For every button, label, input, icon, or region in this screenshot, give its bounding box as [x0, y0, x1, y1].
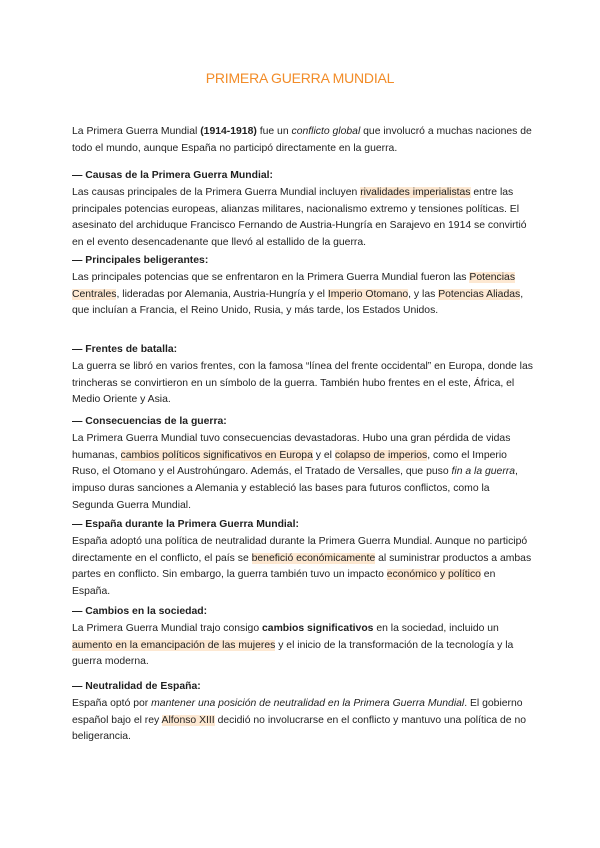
section-paragraph [72, 270, 534, 320]
section-beligerantes [72, 253, 534, 320]
italic-phrase: mantener una posición de neutralidad en la Primera Guerra Mundial [151, 697, 465, 709]
section-heading: — Neutralidad de España: [72, 681, 201, 692]
text-run: , impuso duras sanciones a Alemania y estableció las bases para futuros conflictos, como la Segunda Guerra Mundial. [72, 466, 518, 511]
section-neutralidad [72, 679, 534, 746]
highlight: económico y político [386, 569, 481, 581]
section-paragraph [72, 185, 534, 252]
section-paragraph [72, 621, 534, 671]
text-run: fue un [256, 126, 292, 137]
section-frentes [72, 342, 534, 409]
text-run: y el inicio de la transformación de la tecnología y la guerra moderna. [72, 639, 514, 668]
text-run: , lideradas por Alemania, Austria-Hungría y el [116, 288, 328, 300]
text-run: . El gobierno español bajo el rey [72, 697, 523, 726]
italic-phrase: conflicto global [291, 126, 361, 137]
section-heading: — Frentes de batalla: [72, 344, 178, 355]
section-sociedad [72, 604, 534, 671]
highlight: Alfonso XIII [161, 714, 215, 726]
page-title: PRIMERA GUERRA MUNDIAL [205, 70, 395, 86]
highlight: benefició económicamente [251, 552, 376, 564]
text-run: entre las principales potencias europeas, alianzas militares, nacionalismo extremo y tensiones políticas. El asesinato del archiduque Francisco Fernando de Austria-Hungría en Sarajevo en 1914 se convirtió en el evento desencadenante que llevó al estallido de la guerra. [72, 186, 527, 249]
bold-phrase: cambios significativos [262, 622, 374, 634]
text-run: España adoptó una política de neutralidad durante la Primera Guerra Mundial. Aunque no participó directamente en el conflicto, el país se [72, 535, 528, 564]
text-run: , como el Imperio Ruso, el Otomano y el Austrohúngaro. Además, el Tratado de Versalles, que puso [72, 449, 507, 478]
highlight: cambios políticos significativos en Europa [120, 449, 313, 461]
section-consecuencias [72, 414, 534, 515]
section-paragraph [72, 534, 534, 601]
text-run: decidió no involucrarse en el conflicto y mantuvo una política de no beligerancia. [72, 714, 527, 743]
text-run: La Primera Guerra Mundial trajo consigo [72, 622, 263, 634]
years-bold: (1914-1918) [200, 126, 257, 137]
italic-phrase: fin a la guerra [451, 466, 516, 478]
section-causas [72, 168, 534, 252]
highlight: Potencias Centrales [72, 271, 516, 300]
text-run: España optó por [72, 697, 152, 709]
text-run: La guerra se libró en varios frentes, con la famosa “línea del frente occidental” en Europa, donde las trincheras se convirtieron en un símbolo de la guerra. También hubo frentes en el este, África, el Medio Oriente y Asia. [72, 360, 533, 406]
section-espana [72, 517, 534, 601]
section-heading: — Principales beligerantes: [72, 255, 209, 266]
highlight: rivalidades imperialistas [360, 186, 471, 198]
section-heading: — España durante la Primera Guerra Mundial: [72, 519, 299, 530]
section-paragraph [72, 696, 534, 746]
text-run: La Primera Guerra Mundial [72, 126, 201, 137]
text-run: , y las [408, 288, 439, 300]
text-run: La Primera Guerra Mundial tuvo consecuencias devastadoras. Hubo una gran pérdida de vidas humanas, [72, 432, 511, 461]
text-run: y el [312, 449, 335, 461]
highlight: Potencias Aliadas [438, 288, 521, 300]
highlight: aumento en la emancipación de las mujeres [72, 639, 276, 651]
section-heading: — Cambios en la sociedad: [72, 606, 208, 617]
text-run: Las causas principales de la Primera Guerra Mundial incluyen [72, 186, 361, 198]
text-run: que involucró a muchas naciones de todo el mundo, aunque España no participó directamente en la guerra. [72, 126, 532, 154]
text-run: , que incluían a Francia, el Reino Unido, Rusia, y más tarde, los Estados Unidos. [72, 288, 524, 317]
section-heading: — Consecuencias de la guerra: [72, 416, 227, 427]
text-run: al suministrar productos a ambas partes en conflicto. Sin embargo, la guerra también tuvo un impacto [72, 552, 532, 581]
intro-paragraph [72, 124, 532, 158]
section-paragraph [72, 431, 534, 515]
section-paragraph [72, 359, 534, 409]
intro-section [72, 124, 532, 158]
text-run: en la sociedad, incluido un [373, 622, 499, 634]
highlight: colapso de imperios [334, 449, 428, 461]
text-run: en España. [72, 569, 496, 598]
highlight: Imperio Otomano [327, 288, 409, 300]
section-heading: — Causas de la Primera Guerra Mundial: [72, 170, 273, 181]
text-run: Las principales potencias que se enfrentaron en la Primera Guerra Mundial fueron las [72, 271, 470, 283]
